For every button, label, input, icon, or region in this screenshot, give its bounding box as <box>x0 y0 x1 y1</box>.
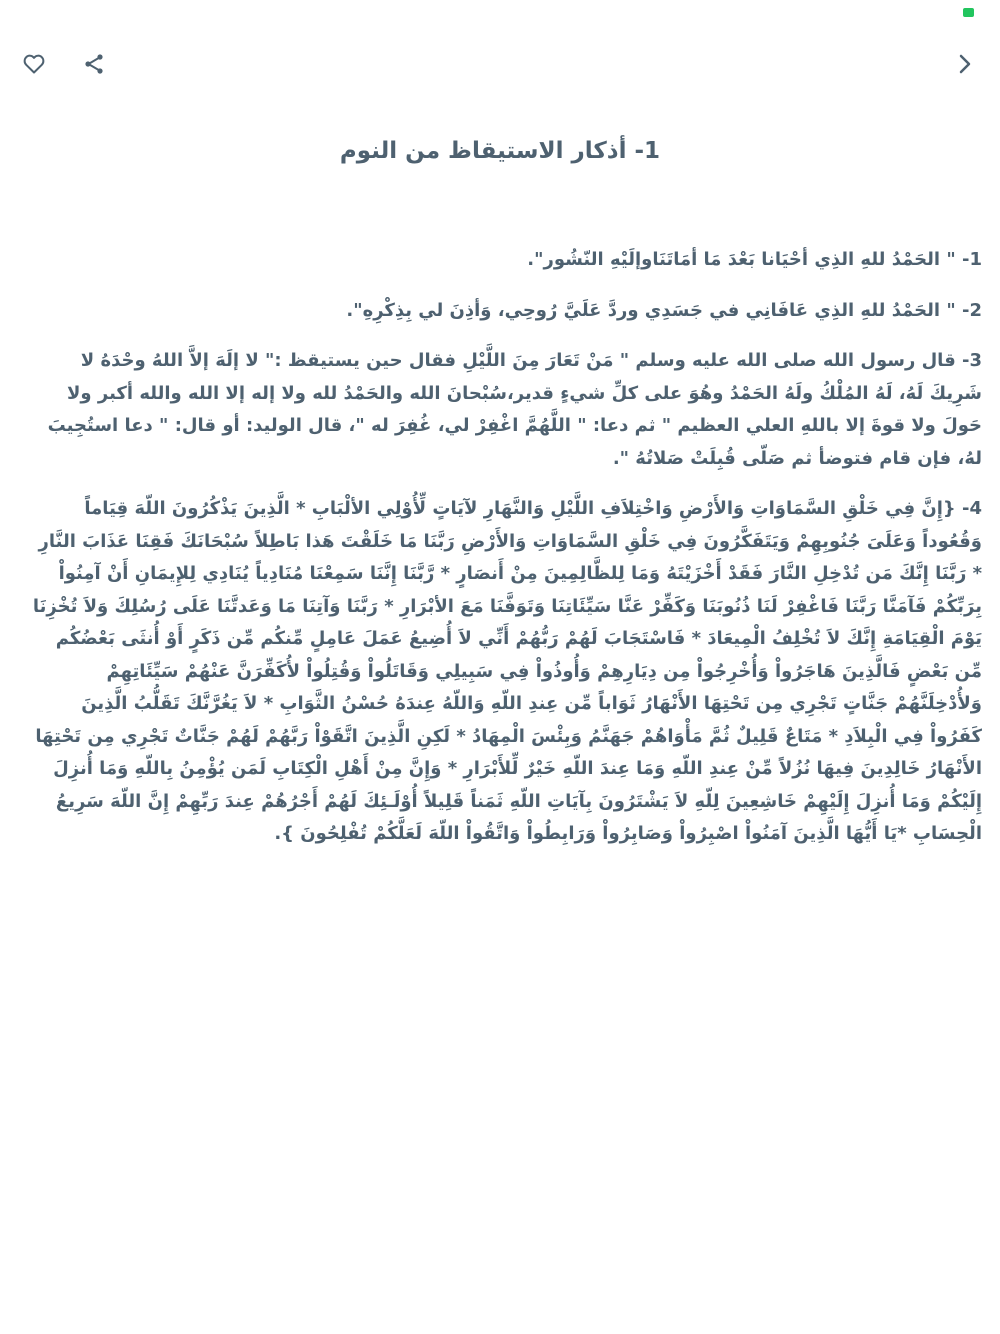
top-toolbar <box>0 44 1000 84</box>
chevron-right-icon <box>952 52 976 76</box>
next-button[interactable] <box>944 44 984 84</box>
heart-outline-icon <box>22 52 46 76</box>
dhikr-item-4: 4- {إِنَّ فِي خَلْقِ السَّمَاوَاتِ وَالأَرْضِ وَاخْتِلاَفِ اللَّيْلِ وَالنَّهَارِ لآيَاتٍ لِّأُوْلِي الألْبَابِ * الَّذِينَ يَذْكُرُونَ اللّهَ قِيَاماً وَقُعُوداً وَعَلَىَ جُنُوبِهِمْ وَيَتَفَكَّرُونَ فِي خَلْقِ السَّمَاوَاتِ وَالأَرْضِ رَبَّنَا مَا خَلَقْتَ هَذا بَاطِلاً سُبْحَانَكَ فَقِنَا عَذَابَ النَّارِ * رَبَّنَا إِنَّكَ مَن تُدْخِلِ النَّارَ فَقَدْ أَخْزَيْتَهُ وَمَا لِلظَّالِمِينَ مِنْ أَنصَارٍ * رَّبَّنَا إِنَّنَا سَمِعْنَا مُنَادِياً يُنَادِي لِلإِيمَانِ أَنْ آمِنُواْ بِرَبِّكُمْ فَآمَنَّا رَبَّنَا فَاغْفِرْ لَنَا ذُنُوبَنَا وَكَفِّرْ عَنَّا سَيِّئَاتِنَا وَتَوَفَّنَا مَعَ الأبْرَارِ * رَبَّنَا وَآتِنَا مَا وَعَدتَّنَا عَلَى رُسُلِكَ وَلاَ تُخْزِنَا يَوْمَ الْقِيَامَةِ إِنَّكَ لاَ تُخْلِفُ الْمِيعَادَ * فَاسْتَجَابَ لَهُمْ رَبُّهُمْ أَنِّي لاَ أُضِيعُ عَمَلَ عَامِلٍ مِّنكُم مِّن ذَكَرٍ أَوْ أُنثَى بَعْضُكُم مِّن بَعْضٍ فَالَّذِينَ هَاجَرُواْ وَأُخْرِجُواْ مِن دِيَارِهِمْ وَأُوذُواْ فِي سَبِيلِي وَقَاتَلُواْ وَقُتِلُواْ لأُكَفِّرَنَّ عَنْهُمْ سَيِّئَاتِهِمْ وَلأُدْخِلَنَّهُمْ جَنَّاتٍ تَجْرِي مِن تَحْتِهَا الأَنْهَارُ ثَوَاباً مِّن عِندِ اللّهِ وَاللّهُ عِندَهُ حُسْنُ الثَّوَابِ * لاَ يَغُرَّنَّكَ تَقَلُّبُ الَّذِينَ كَفَرُواْ فِي الْبِلاَدِ * مَتَاعٌ قَلِيلٌ ثُمَّ مَأْوَاهُمْ جَهَنَّمُ وَبِئْسَ الْمِهَادُ * لَكِنِ الَّذِينَ اتَّقَوْاْ رَبَّهُمْ لَهُمْ جَنَّاتٌ تَجْرِي مِن تَحْتِهَا الأَنْهَارُ خَالِدِينَ فِيهَا نُزُلاً مِّنْ عِندِ اللّهِ وَمَا عِندَ اللّهِ خَيْرٌ لِّلأَبْرَارِ * وَإِنَّ مِنْ أَهْلِ الْكِتَابِ لَمَن يُؤْمِنُ بِاللّهِ وَمَا أُنزِلَ إِلَيْكُمْ وَمَا أُنزِلَ إِلَيْهِمْ خَاشِعِينَ لِلّهِ لاَ يَشْتَرُونَ بِآيَاتِ اللّهِ ثَمَناً قَلِيلاً أُوْلَـئِكَ لَهُمْ أَجْرُهُمْ عِندَ رَبِّهِمْ إِنَّ اللّهَ سَرِيعُ الْحِسَابِ *يَا أَيُّهَا الَّذِينَ آمَنُواْ اصْبِرُواْ وَصَابِرُواْ وَرَابِطُواْ وَاتَّقُواْ اللّهَ لَعَلَّكُمْ تُفْلِحُونَ }. <box>32 498 982 844</box>
dhikr-item-2: 2- " الحَمْدُ للهِ الذِي عَافَانِي في جَسَدِي وردَّ عَلَيَّ رُوحِي، وَأذِنَ لي بِذِكْرِهِ". <box>346 299 982 321</box>
share-button[interactable] <box>74 44 114 84</box>
dhikr-item-3: 3- قال رسول الله صلى الله عليه وسلم " مَنْ تَعَارَ مِنَ اللَّيْلِ فقال حين يستيقظ :" لا إلَهَ إلاَّ اللهُ وحْدَهُ لا شَرِيكَ لَهُ، لَهُ المُلْكُ ولَهُ الحَمْدُ وهُوَ على كلِّ شيءٍ قدير،سُبْحانَ الله والحَمْدُ لله ولا إله إلا الله والله أكبر ولا حَولَ ولا قوةَ إلا باللهِ العلي العظيم " ثم دعا: " اللَّهُمَّ اغْفِرْ لي، غُفِرَ له "، قال الوليد: أو قال: " دعا استُجِيبَ لهُ، فإن قام فتوضأ ثم صَلّى قُبِلَتْ صَلاتُهُ ". <box>47 350 982 469</box>
dhikr-item-1: 1- " الحَمْدُ للهِ الذِي أحْيَانا بَعْدَ مَا أمَاتَنَاوإلَيْهِ النّشُور". <box>527 249 982 270</box>
share-icon <box>82 52 106 76</box>
favorite-button[interactable] <box>14 44 54 84</box>
dhikr-list <box>24 244 982 869</box>
status-indicator <box>963 8 974 17</box>
page-title: 1- أذكار الاستيقاظ من النوم <box>339 138 661 164</box>
